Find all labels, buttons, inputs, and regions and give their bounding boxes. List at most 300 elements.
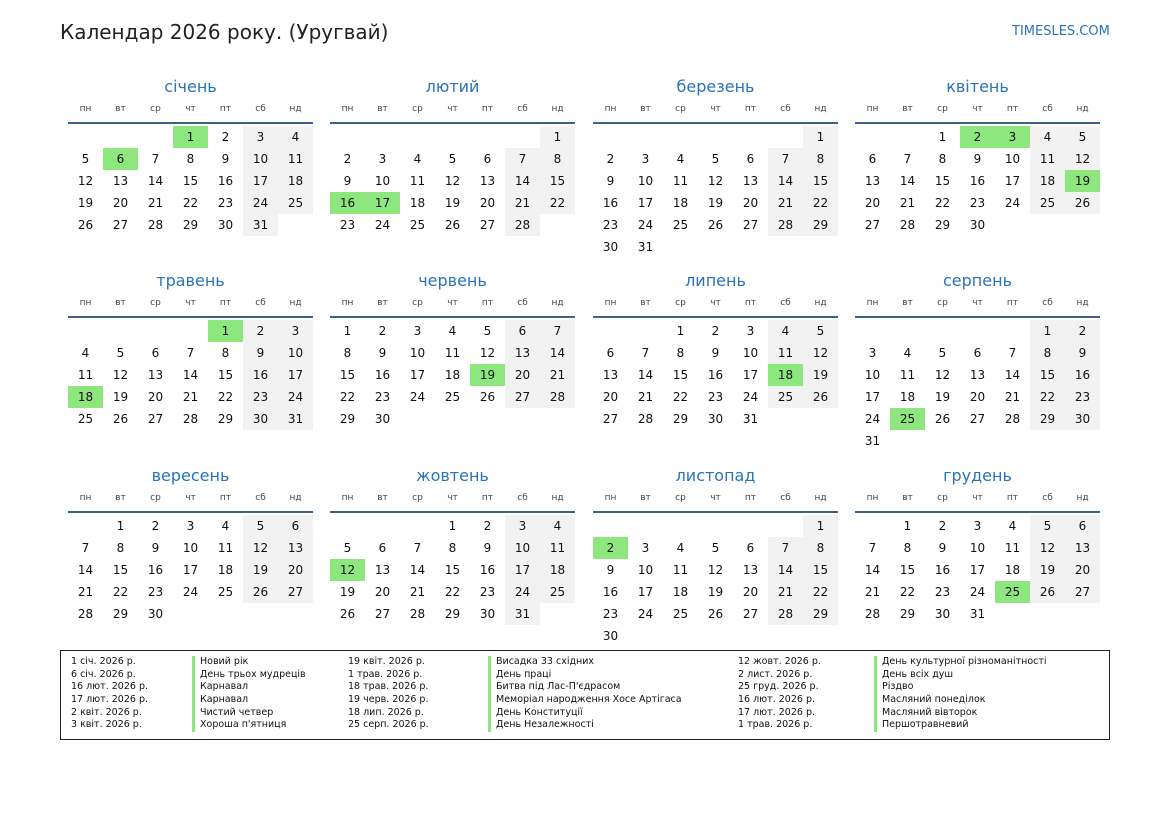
weekday-label: нд <box>551 298 564 308</box>
legend-holiday-name: Карнавал <box>192 694 306 707</box>
weekday-label: ср <box>937 493 948 503</box>
day-cell: 13 <box>278 537 313 559</box>
day-grid <box>855 126 1100 236</box>
day-cell: 2 <box>221 130 230 144</box>
day-cell: 16 <box>707 368 724 382</box>
day-cell: 28 <box>505 214 540 236</box>
day-cell: 8 <box>343 346 352 360</box>
day-cell: 15 <box>672 368 689 382</box>
day-cell: 2 <box>378 324 387 338</box>
day-cell: 30 <box>602 240 619 254</box>
day-cell: 27 <box>147 412 164 426</box>
empty-cell <box>995 320 1030 342</box>
empty-cell <box>855 126 890 148</box>
weekday-label: пн <box>866 104 879 114</box>
weekday-label: нд <box>1076 298 1089 308</box>
weekday-header <box>593 488 838 508</box>
weekday-label: чт <box>710 298 721 308</box>
day-cell: 22 <box>803 581 838 603</box>
day-cell: 24 <box>742 390 759 404</box>
day-cell: 18 <box>899 390 916 404</box>
weekday-label: пн <box>341 104 354 114</box>
day-cell: 30 <box>374 412 391 426</box>
weekday-label: пт <box>481 298 494 308</box>
day-cell: 2 <box>1065 320 1100 342</box>
day-cell: 7 <box>505 148 540 170</box>
weekday-label: чт <box>972 298 983 308</box>
empty-cell <box>593 515 628 537</box>
weekday-header <box>330 99 575 119</box>
day-cell: 14 <box>899 174 916 188</box>
day-cell: 29 <box>182 218 199 232</box>
day-cell: 29 <box>217 412 234 426</box>
day-cell: 4 <box>81 346 90 360</box>
day-cell: 7 <box>151 152 160 166</box>
day-cell: 9 <box>378 346 387 360</box>
weekday-label: пн <box>866 493 879 503</box>
day-cell: 25 <box>444 390 461 404</box>
day-cell: 13 <box>742 174 759 188</box>
day-cell: 15 <box>899 563 916 577</box>
day-cell: 15 <box>444 563 461 577</box>
day-grid <box>68 320 313 430</box>
day-cell: 7 <box>868 541 877 555</box>
weekday-label: чт <box>185 298 196 308</box>
day-cell: 31 <box>637 240 654 254</box>
day-cell: 26 <box>444 218 461 232</box>
day-cell: 24 <box>505 581 540 603</box>
day-cell: 7 <box>768 148 803 170</box>
day-cell: 18 <box>540 559 575 581</box>
day-cell: 29 <box>803 603 838 625</box>
empty-cell <box>593 126 628 148</box>
legend-date: 1 трав. 2026 р. <box>348 668 423 680</box>
legend-holiday-name: Меморіал народження Хосе Артігаса <box>488 694 682 707</box>
day-cell: 20 <box>602 390 619 404</box>
day-cell: 18 <box>278 170 313 192</box>
day-cell: 13 <box>864 174 881 188</box>
day-cell: 9 <box>938 541 947 555</box>
weekday-label: сб <box>780 104 791 114</box>
site-link[interactable]: TIMESLES.COM <box>1012 24 1110 39</box>
day-cell: 22 <box>339 390 356 404</box>
weekday-label: чт <box>710 493 721 503</box>
day-cell: 13 <box>374 563 391 577</box>
day-cell: 3 <box>186 519 195 533</box>
day-cell: 22 <box>672 390 689 404</box>
day-cell: 4 <box>1008 519 1017 533</box>
day-cell: 29 <box>899 607 916 621</box>
legend-date: 2 лист. 2026 р. <box>738 668 813 680</box>
day-cell: 5 <box>116 346 125 360</box>
legend-holiday-name: Новий рік <box>192 656 306 669</box>
day-cell: 20 <box>479 196 496 210</box>
day-cell: 17 <box>742 368 759 382</box>
day-cell: 10 <box>637 563 654 577</box>
empty-cell <box>400 126 435 148</box>
day-cell: 23 <box>147 585 164 599</box>
weekday-header <box>68 488 313 508</box>
month-block <box>330 269 575 430</box>
day-cell: 4 <box>448 324 457 338</box>
weekday-label: сб <box>1042 298 1053 308</box>
day-cell: 3 <box>243 126 278 148</box>
legend-holiday-name: День Конституції <box>488 707 682 720</box>
day-cell: 17 <box>969 563 986 577</box>
day-cell: 27 <box>278 581 313 603</box>
day-cell: 14 <box>182 368 199 382</box>
legend-date: 17 лют. 2026 р. <box>71 694 148 706</box>
day-cell: 31 <box>505 603 540 625</box>
weekday-label: пт <box>1006 493 1019 503</box>
legend-holiday-name: Першотравневий <box>874 719 1047 732</box>
day-cell: 4 <box>903 346 912 360</box>
weekday-header <box>330 488 575 508</box>
weekday-label: чт <box>447 493 458 503</box>
weekday-label: сб <box>1042 104 1053 114</box>
day-cell: 5 <box>343 541 352 555</box>
day-cell: 5 <box>711 152 720 166</box>
day-cell: 27 <box>1065 581 1100 603</box>
day-cell: 30 <box>934 607 951 621</box>
day-cell: 5 <box>483 324 492 338</box>
day-cell: 7 <box>413 541 422 555</box>
day-cell: 5 <box>803 320 838 342</box>
weekday-label: ср <box>412 298 423 308</box>
day-cell: 12 <box>77 174 94 188</box>
empty-cell <box>138 126 173 148</box>
day-cell: 14 <box>505 170 540 192</box>
legend-holiday-name: Масляний понеділок <box>874 694 1047 707</box>
month-block <box>593 464 838 647</box>
day-cell: 19 <box>339 585 356 599</box>
day-cell: 24 <box>243 192 278 214</box>
day-cell: 5 <box>711 541 720 555</box>
weekday-label: нд <box>814 104 827 114</box>
day-cell: 7 <box>540 320 575 342</box>
day-cell: 18 <box>444 368 461 382</box>
day-cell: 8 <box>221 346 230 360</box>
day-cell: 9 <box>151 541 160 555</box>
day-cell: 3 <box>746 324 755 338</box>
day-cell: 2 <box>483 519 492 533</box>
day-cell: 23 <box>969 196 986 210</box>
legend-dates-column <box>71 656 148 732</box>
day-cell: 27 <box>479 218 496 232</box>
weekday-header <box>855 99 1100 119</box>
day-cell: 10 <box>243 148 278 170</box>
legend-date: 19 черв. 2026 р. <box>348 694 429 706</box>
day-cell: 25 <box>217 585 234 599</box>
day-cell: 18 <box>672 196 689 210</box>
day-cell: 8 <box>540 148 575 170</box>
day-cell: 3 <box>868 346 877 360</box>
day-cell: 8 <box>938 152 947 166</box>
month-divider <box>68 511 313 513</box>
day-cell: 22 <box>803 192 838 214</box>
day-cell: 23 <box>374 390 391 404</box>
day-cell: 21 <box>77 585 94 599</box>
legend-date: 12 жовт. 2026 р. <box>738 656 821 667</box>
day-cell: 21 <box>409 585 426 599</box>
day-cell: 28 <box>768 214 803 236</box>
weekday-label: ср <box>937 104 948 114</box>
day-cell: 31 <box>742 412 759 426</box>
legend-names-column <box>874 656 1047 732</box>
empty-cell <box>365 515 400 537</box>
weekday-label: вт <box>902 104 913 114</box>
holiday-day-cell: 19 <box>1065 170 1100 192</box>
weekday-label: нд <box>1076 104 1089 114</box>
weekday-label: вт <box>115 104 126 114</box>
day-cell: 11 <box>278 148 313 170</box>
weekday-label: сб <box>780 298 791 308</box>
month-divider <box>330 316 575 318</box>
day-cell: 16 <box>374 368 391 382</box>
weekday-label: вт <box>902 298 913 308</box>
day-cell: 31 <box>969 607 986 621</box>
day-cell: 8 <box>186 152 195 166</box>
day-cell: 12 <box>934 368 951 382</box>
legend-holiday-name: Карнавал <box>192 681 306 694</box>
day-cell: 8 <box>803 148 838 170</box>
day-cell: 25 <box>672 607 689 621</box>
holiday-day-cell: 1 <box>173 126 208 148</box>
day-cell: 19 <box>934 390 951 404</box>
day-cell: 12 <box>707 174 724 188</box>
day-cell: 22 <box>217 390 234 404</box>
weekday-label: чт <box>972 493 983 503</box>
month-block <box>593 75 838 258</box>
day-cell: 11 <box>672 174 689 188</box>
weekday-label: чт <box>447 298 458 308</box>
empty-cell <box>925 320 960 342</box>
empty-cell <box>768 126 803 148</box>
weekday-label: пт <box>481 493 494 503</box>
day-cell: 4 <box>221 519 230 533</box>
day-cell: 5 <box>1065 126 1100 148</box>
day-cell: 15 <box>112 563 129 577</box>
day-cell: 16 <box>147 563 164 577</box>
weekday-label: пт <box>219 298 232 308</box>
weekday-label: сб <box>255 493 266 503</box>
day-cell: 21 <box>540 364 575 386</box>
weekday-label: ср <box>675 298 686 308</box>
day-cell: 20 <box>742 585 759 599</box>
month-divider <box>593 122 838 124</box>
day-grid <box>330 126 575 236</box>
weekday-label: пт <box>744 493 757 503</box>
weekday-label: нд <box>1076 493 1089 503</box>
day-cell: 27 <box>112 218 129 232</box>
day-cell: 19 <box>1030 559 1065 581</box>
day-cell: 26 <box>112 412 129 426</box>
weekday-label: пт <box>744 104 757 114</box>
day-cell: 21 <box>505 192 540 214</box>
day-cell: 1 <box>540 126 575 148</box>
day-cell: 25 <box>540 581 575 603</box>
weekday-label: пт <box>219 104 232 114</box>
day-cell: 15 <box>803 559 838 581</box>
weekday-label: нд <box>289 104 302 114</box>
weekday-label: ср <box>937 298 948 308</box>
weekday-label: сб <box>255 104 266 114</box>
day-cell: 15 <box>803 170 838 192</box>
weekday-label: пт <box>744 298 757 308</box>
day-cell: 16 <box>479 563 496 577</box>
month-divider <box>68 122 313 124</box>
month-divider <box>68 316 313 318</box>
legend-dates-column <box>348 656 429 732</box>
day-cell: 13 <box>147 368 164 382</box>
day-cell: 6 <box>746 152 755 166</box>
day-cell: 19 <box>77 196 94 210</box>
holiday-day-cell: 12 <box>330 559 365 581</box>
day-cell: 2 <box>151 519 160 533</box>
weekday-label: ср <box>675 493 686 503</box>
day-cell: 30 <box>147 607 164 621</box>
weekday-label: нд <box>551 104 564 114</box>
empty-cell <box>663 515 698 537</box>
day-cell: 11 <box>1004 541 1021 555</box>
day-cell: 20 <box>278 559 313 581</box>
month-block <box>330 464 575 625</box>
weekday-label: пн <box>604 104 617 114</box>
day-cell: 26 <box>707 607 724 621</box>
weekday-label: пт <box>481 104 494 114</box>
day-cell: 28 <box>899 218 916 232</box>
day-cell: 8 <box>448 541 457 555</box>
day-cell: 26 <box>479 390 496 404</box>
day-cell: 9 <box>221 152 230 166</box>
day-cell: 18 <box>217 563 234 577</box>
day-cell: 11 <box>217 541 234 555</box>
day-grid <box>855 515 1100 625</box>
holiday-day-cell: 18 <box>68 386 103 408</box>
day-cell: 24 <box>637 218 654 232</box>
month-divider <box>855 316 1100 318</box>
day-cell: 19 <box>707 585 724 599</box>
empty-cell <box>103 320 138 342</box>
weekday-label: вт <box>115 298 126 308</box>
month-block <box>330 75 575 236</box>
day-cell: 23 <box>479 585 496 599</box>
day-cell: 1 <box>803 126 838 148</box>
weekday-label: чт <box>710 104 721 114</box>
day-cell: 18 <box>409 196 426 210</box>
month-block <box>68 464 313 625</box>
day-cell: 29 <box>672 412 689 426</box>
day-cell: 28 <box>409 607 426 621</box>
month-block <box>593 269 838 430</box>
day-cell: 17 <box>243 170 278 192</box>
weekday-label: сб <box>1042 493 1053 503</box>
day-cell: 6 <box>606 346 615 360</box>
day-cell: 11 <box>444 346 461 360</box>
day-cell: 16 <box>602 196 619 210</box>
weekday-label: пн <box>604 493 617 503</box>
day-cell: 30 <box>707 412 724 426</box>
day-cell: 22 <box>182 196 199 210</box>
holiday-day-cell: 18 <box>768 364 803 386</box>
day-cell: 15 <box>934 174 951 188</box>
day-cell: 6 <box>483 152 492 166</box>
empty-cell <box>628 320 663 342</box>
day-cell: 20 <box>505 364 540 386</box>
day-cell: 6 <box>746 541 755 555</box>
day-cell: 29 <box>339 412 356 426</box>
month-block <box>855 269 1100 452</box>
month-name: вересень <box>151 466 230 485</box>
day-cell: 4 <box>768 320 803 342</box>
day-cell: 6 <box>1065 515 1100 537</box>
day-cell: 1 <box>116 519 125 533</box>
day-grid <box>330 320 575 430</box>
day-grid <box>68 515 313 625</box>
weekday-label: вт <box>377 104 388 114</box>
weekday-label: ср <box>150 104 161 114</box>
day-cell: 11 <box>672 563 689 577</box>
month-name: липень <box>685 271 746 290</box>
day-cell: 13 <box>602 368 619 382</box>
day-cell: 25 <box>278 192 313 214</box>
legend-names-column <box>192 656 306 732</box>
day-cell: 27 <box>864 218 881 232</box>
day-cell: 5 <box>1030 515 1065 537</box>
day-cell: 8 <box>1030 342 1065 364</box>
legend-date: 16 лют. 2026 р. <box>71 681 148 693</box>
weekday-label: ср <box>150 298 161 308</box>
day-cell: 6 <box>151 346 160 360</box>
day-cell: 2 <box>243 320 278 342</box>
day-cell: 15 <box>540 170 575 192</box>
legend-date: 16 лют. 2026 р. <box>738 694 815 706</box>
empty-cell <box>400 515 435 537</box>
empty-cell <box>330 126 365 148</box>
weekday-label: ср <box>675 104 686 114</box>
day-cell: 21 <box>637 390 654 404</box>
day-cell: 17 <box>278 364 313 386</box>
day-cell: 26 <box>803 386 838 408</box>
day-cell: 17 <box>409 368 426 382</box>
day-cell: 1 <box>343 324 352 338</box>
weekday-label: пн <box>79 493 92 503</box>
holiday-day-cell: 2 <box>593 537 628 559</box>
legend-date: 17 лют. 2026 р. <box>738 706 815 718</box>
empty-cell <box>435 126 470 148</box>
day-cell: 7 <box>1008 346 1017 360</box>
weekday-label: пн <box>604 298 617 308</box>
day-cell: 15 <box>217 368 234 382</box>
holiday-day-cell: 25 <box>890 408 925 430</box>
empty-cell <box>890 126 925 148</box>
day-cell: 18 <box>1030 170 1065 192</box>
legend-date: 18 лип. 2026 р. <box>348 706 424 718</box>
day-cell: 2 <box>711 324 720 338</box>
day-cell: 11 <box>77 368 94 382</box>
empty-cell <box>628 515 663 537</box>
day-cell: 11 <box>768 342 803 364</box>
day-cell: 2 <box>606 152 615 166</box>
day-cell: 14 <box>147 174 164 188</box>
weekday-label: пт <box>1006 104 1019 114</box>
day-cell: 9 <box>973 152 982 166</box>
day-cell: 7 <box>903 152 912 166</box>
day-cell: 4 <box>676 152 685 166</box>
day-cell: 17 <box>1004 174 1021 188</box>
legend-date: 6 січ. 2026 р. <box>71 668 136 680</box>
day-cell: 30 <box>602 629 619 643</box>
